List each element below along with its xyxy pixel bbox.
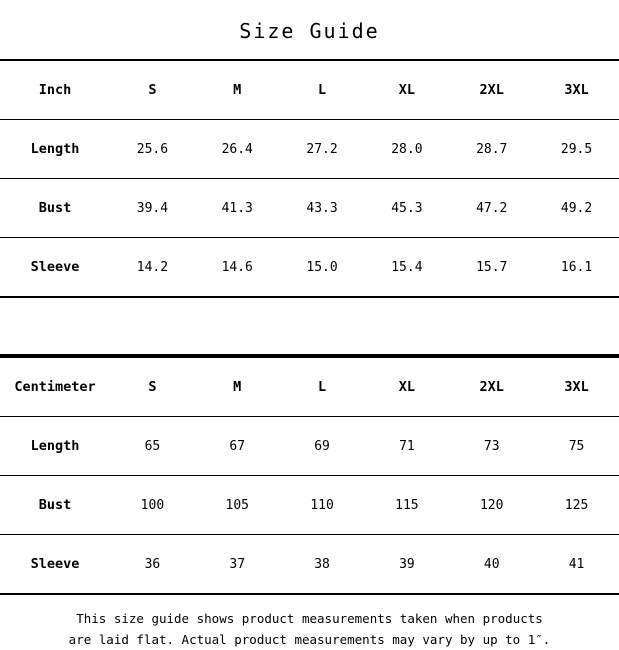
footer-line-1: This size guide shows product measurements taken when products [76, 611, 543, 626]
cell-value: 45.3 [364, 179, 449, 238]
cell-value: 16.1 [534, 238, 619, 298]
column-header-2xl: 2XL [449, 357, 534, 417]
row-label-sleeve: Sleeve [0, 535, 110, 595]
footer-note [0, 595, 619, 650]
cell-value: 15.0 [280, 238, 365, 298]
table-row [0, 417, 619, 476]
cell-value: 14.6 [195, 238, 280, 298]
cell-value: 14.2 [110, 238, 195, 298]
cell-value: 105 [195, 476, 280, 535]
cell-value: 73 [449, 417, 534, 476]
cell-value: 27.2 [280, 120, 365, 179]
column-header-s: S [110, 60, 195, 120]
size-table-inch [0, 59, 619, 298]
cell-value: 40 [449, 535, 534, 595]
cell-value: 115 [364, 476, 449, 535]
cell-value: 47.2 [449, 179, 534, 238]
row-label-sleeve: Sleeve [0, 238, 110, 298]
table-row [0, 535, 619, 595]
cell-value: 39 [364, 535, 449, 595]
cell-value: 71 [364, 417, 449, 476]
table-row [0, 120, 619, 179]
cell-value: 67 [195, 417, 280, 476]
table-header-row [0, 357, 619, 417]
table-row [0, 238, 619, 298]
cell-value: 69 [280, 417, 365, 476]
cell-value: 37 [195, 535, 280, 595]
cell-value: 39.4 [110, 179, 195, 238]
table-separator [0, 298, 619, 356]
cell-value: 36 [110, 535, 195, 595]
cell-value: 120 [449, 476, 534, 535]
column-header-m: M [195, 60, 280, 120]
cell-value: 26.4 [195, 120, 280, 179]
size-table-centimeter [0, 356, 619, 595]
row-label-bust: Bust [0, 179, 110, 238]
cell-value: 29.5 [534, 120, 619, 179]
cell-value: 15.7 [449, 238, 534, 298]
cell-value: 110 [280, 476, 365, 535]
cell-value: 28.0 [364, 120, 449, 179]
column-header-l: L [280, 60, 365, 120]
unit-label-centimeter: Centimeter [0, 357, 110, 417]
column-header-3xl: 3XL [534, 357, 619, 417]
cell-value: 38 [280, 535, 365, 595]
column-header-m: M [195, 357, 280, 417]
column-header-3xl: 3XL [534, 60, 619, 120]
column-header-xl: XL [364, 357, 449, 417]
cell-value: 125 [534, 476, 619, 535]
cell-value: 28.7 [449, 120, 534, 179]
column-header-s: S [110, 357, 195, 417]
cell-value: 41 [534, 535, 619, 595]
cell-value: 41.3 [195, 179, 280, 238]
row-label-length: Length [0, 417, 110, 476]
footer-line-2: are laid flat. Actual product measurements may vary by up to 1″. [68, 631, 551, 647]
column-header-2xl: 2XL [449, 60, 534, 120]
table-row [0, 476, 619, 535]
table-row [0, 179, 619, 238]
cell-value: 65 [110, 417, 195, 476]
cell-value: 49.2 [534, 179, 619, 238]
row-label-length: Length [0, 120, 110, 179]
row-label-bust: Bust [0, 476, 110, 535]
cell-value: 25.6 [110, 120, 195, 179]
cell-value: 15.4 [364, 238, 449, 298]
table-header-row [0, 60, 619, 120]
cell-value: 100 [110, 476, 195, 535]
cell-value: 43.3 [280, 179, 365, 238]
page-title: Size Guide [239, 19, 380, 43]
column-header-xl: XL [364, 60, 449, 120]
unit-label-inch: Inch [0, 60, 110, 120]
column-header-l: L [280, 357, 365, 417]
cell-value: 75 [534, 417, 619, 476]
